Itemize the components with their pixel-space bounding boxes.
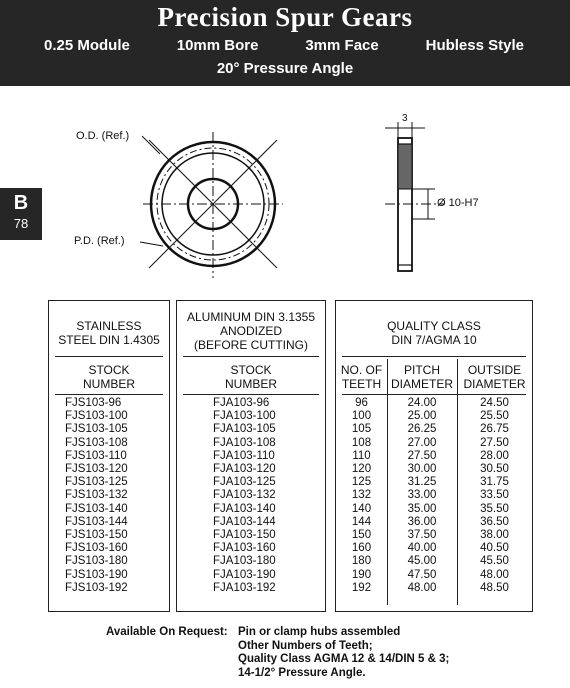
face-spec: 3mm Face <box>305 37 379 54</box>
list-item: 30.00 <box>407 463 437 476</box>
pd-label: P.D. (Ref.) <box>74 235 125 247</box>
list-item: FJS103-100 <box>65 410 128 423</box>
list-item: 36.50 <box>480 515 509 528</box>
page-title: Precision Spur Gears <box>157 2 413 32</box>
stainless-header-1: STAINLESS <box>76 319 142 333</box>
list-item: FJS103-105 <box>65 423 128 436</box>
od-label: O.D. (Ref.) <box>76 130 130 142</box>
list-item: FJS103-96 <box>65 397 122 409</box>
list-item: 45.00 <box>407 555 437 568</box>
list-item: 140 <box>351 502 372 515</box>
list-item: 40.50 <box>480 542 509 555</box>
request-items <box>238 626 449 680</box>
list-item: FJA103-140 <box>213 502 276 515</box>
gear-drawing <box>0 86 570 296</box>
list-item: 180 <box>351 555 372 568</box>
list-item: 24.50 <box>480 397 509 409</box>
list-item: 100 <box>351 410 372 423</box>
list-item: FJA103-120 <box>213 463 276 476</box>
list-item: FJS103-110 <box>65 449 127 462</box>
stainless-header-2: STEEL DIN 1.4305 <box>58 333 160 347</box>
list-item: 47.50 <box>407 568 437 581</box>
list-item: FJA103-180 <box>213 555 276 568</box>
list-item: 35.00 <box>407 502 437 515</box>
pitch-col-header: PITCH DIAMETER <box>390 363 453 391</box>
list-item: 120 <box>351 463 372 476</box>
list-item: 192 <box>351 581 372 594</box>
list-item: FJA103-125 <box>213 476 276 489</box>
list-item: 25.00 <box>407 410 437 423</box>
list-item: FJS103-144 <box>65 515 128 528</box>
request-label: Available On Request: <box>106 626 228 638</box>
list-item: 125 <box>351 476 372 489</box>
request-item: Quality Class AGMA 12 & 14/DIN 5 & 3; <box>238 653 450 665</box>
list-item: FJA103-96 <box>213 397 270 409</box>
page-header <box>0 0 570 86</box>
list-item: 30.50 <box>480 463 509 476</box>
aluminum-header-3: (BEFORE CUTTING) <box>194 338 308 352</box>
outside-col-header: OUTSIDE DIAMETER <box>463 363 526 391</box>
face-dimension: 3 <box>402 113 408 124</box>
list-item: 24.00 <box>407 397 437 409</box>
stainless-stock-list <box>65 397 128 595</box>
list-item: 40.00 <box>407 542 437 555</box>
list-item: FJS103-192 <box>65 581 128 594</box>
gear-side-view <box>385 122 445 271</box>
header-divider <box>342 356 526 357</box>
list-item: 26.75 <box>480 423 509 436</box>
list-item: FJA103-192 <box>213 581 276 594</box>
list-item: 28.00 <box>480 449 509 462</box>
list-item: 36.00 <box>407 515 437 528</box>
style-spec: Hubless Style <box>425 37 524 54</box>
request-item: Other Numbers of Teeth; <box>238 639 373 652</box>
list-item: FJS103-160 <box>65 542 128 555</box>
list-item: FJS103-180 <box>65 555 128 568</box>
list-item: 27.50 <box>480 436 509 449</box>
header-divider <box>183 356 319 357</box>
outside-list <box>457 397 532 595</box>
module-spec: 0.25 Module <box>44 37 130 54</box>
aluminum-header-1: ALUMINUM DIN 3.1355 <box>186 310 316 324</box>
list-item: 48.00 <box>407 581 437 594</box>
section-letter: B <box>13 192 29 214</box>
bore-dimension: Ø 10-H7 <box>437 197 479 209</box>
aluminum-col-header-1: STOCK <box>230 363 272 377</box>
list-item: FJA103-108 <box>213 436 276 449</box>
list-item: 160 <box>351 542 372 555</box>
gear-section-hatch <box>398 144 412 189</box>
list-item: FJA103-160 <box>213 542 276 555</box>
pitch-list <box>387 397 457 595</box>
list-item: FJS103-132 <box>65 489 128 502</box>
list-item: 31.25 <box>407 476 437 489</box>
list-item: 110 <box>352 449 371 462</box>
column-divider <box>183 394 319 395</box>
list-item: 96 <box>355 397 368 409</box>
list-item: FJA103-105 <box>213 423 276 436</box>
teeth-list <box>336 397 387 595</box>
list-item: 35.50 <box>480 502 509 515</box>
list-item: 48.50 <box>480 581 509 594</box>
list-item: 132 <box>351 489 372 502</box>
list-item: FJA103-100 <box>213 410 276 423</box>
od-leader <box>142 136 160 154</box>
quality-header-1: QUALITY CLASS <box>387 319 481 333</box>
page-number: 78 <box>13 216 29 231</box>
list-item: 33.00 <box>407 489 437 502</box>
request-item: 14-1/2° Pressure Angle. <box>238 666 366 679</box>
list-item: FJA103-132 <box>213 489 276 502</box>
list-item: FJS103-140 <box>65 502 128 515</box>
stainless-col-header-1: STOCK <box>88 363 130 377</box>
list-item: 190 <box>351 568 372 581</box>
list-item: 27.00 <box>407 436 437 449</box>
aluminum-col-header-2: NUMBER <box>224 377 277 391</box>
bore-spec: 10mm Bore <box>176 37 259 54</box>
list-item: FJS103-120 <box>65 463 128 476</box>
request-item: Pin or clamp hubs assembled <box>238 626 401 638</box>
list-item: 25.50 <box>480 410 509 423</box>
gear-drawing-svg <box>0 86 570 296</box>
list-item: 27.50 <box>407 449 437 462</box>
list-item: FJS103-108 <box>65 436 128 449</box>
list-item: FJA103-150 <box>213 529 276 542</box>
list-item: FJS103-190 <box>65 568 128 581</box>
header-divider <box>55 356 163 357</box>
list-item: 150 <box>351 529 372 542</box>
list-item: 33.50 <box>480 489 509 502</box>
list-item: 108 <box>351 436 372 449</box>
list-item: 105 <box>351 423 372 436</box>
pressure-angle-spec: 20° Pressure Angle <box>216 60 354 77</box>
list-item: FJS103-150 <box>65 529 128 542</box>
pd-leader <box>140 242 163 246</box>
quality-header-2: DIN 7/AGMA 10 <box>391 333 477 347</box>
list-item: 26.25 <box>407 423 437 436</box>
gear-front-view <box>140 132 283 278</box>
spec-line <box>44 37 524 54</box>
aluminum-stock-list <box>213 397 276 595</box>
list-item: FJA103-110 <box>213 449 275 462</box>
list-item: 45.50 <box>480 555 509 568</box>
aluminum-panel <box>176 300 326 612</box>
column-divider <box>55 394 163 395</box>
list-item: FJA103-190 <box>213 568 276 581</box>
list-item: FJA103-144 <box>213 515 276 528</box>
teeth-col-header: NO. OF TEETH <box>340 363 383 391</box>
list-item: 48.00 <box>480 568 509 581</box>
stainless-col-header-2: NUMBER <box>82 377 135 391</box>
aluminum-header-2: ANODIZED <box>219 324 282 338</box>
column-divider <box>342 394 526 395</box>
list-item: 144 <box>351 515 372 528</box>
quality-panel <box>335 300 533 612</box>
list-item: 38.00 <box>480 529 509 542</box>
list-item: 37.50 <box>407 529 437 542</box>
stainless-panel <box>48 300 170 612</box>
list-item: 31.75 <box>480 476 509 489</box>
list-item: FJS103-125 <box>65 476 128 489</box>
